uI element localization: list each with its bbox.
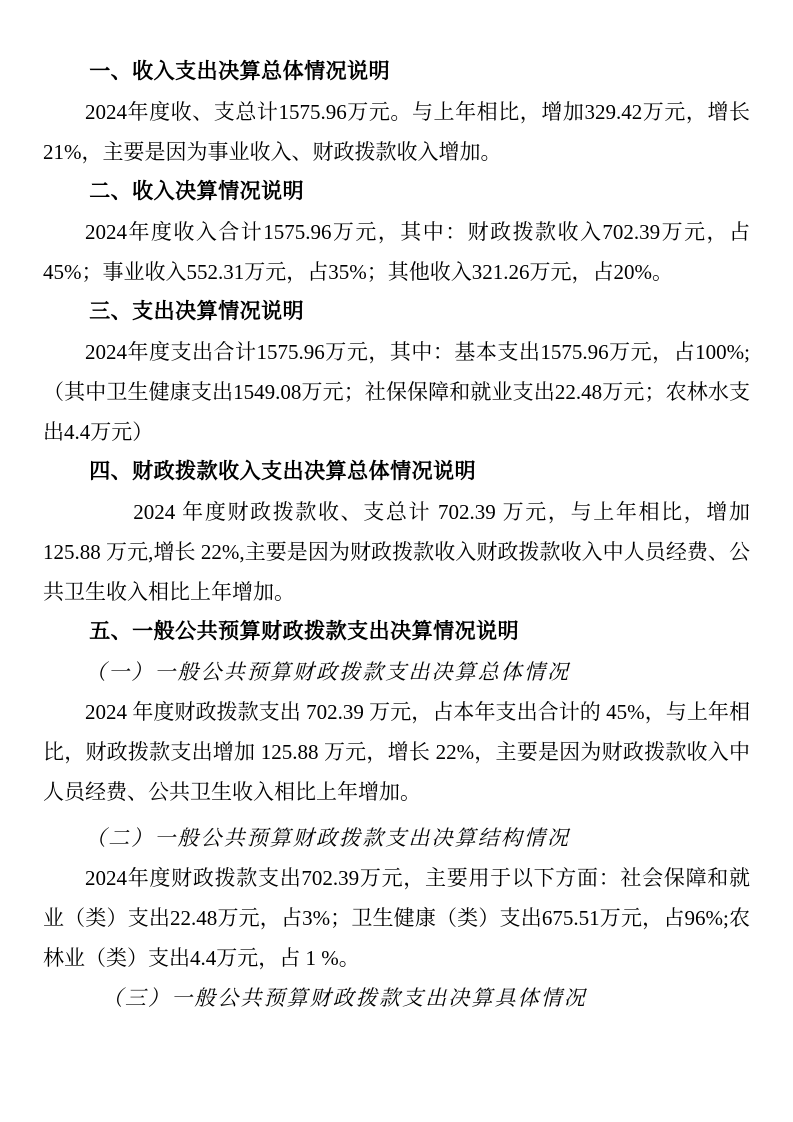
section-heading-fiscal-appropriation-overall: 四、财政拨款收入支出决算总体情况说明: [89, 460, 477, 483]
paragraph-budget-overall: 2024 年度财政拨款支出 702.39 万元，占本年支出合计的 45%，与上年相比，财政拨款支出增加 125.88 万元，增长 22%，主要是因为财政拨款收入中人员经费、公共卫生收入相比上年增加。: [43, 700, 750, 804]
section-heading-expense: 三、支出决算情况说明: [89, 300, 305, 323]
subsection-heading-budget-structure: （二）一般公共预算财政拨款支出决算结构情况: [85, 826, 571, 850]
paragraph-income-detail: 2024年度收入合计1575.96万元，其中：财政拨款收入702.39万元，占45%；事业收入552.31万元，占35%；其他收入321.26万元，占20%。: [43, 220, 750, 284]
paragraph-fiscal-appropriation-overall: 2024 年度财政拨款收、支总计 702.39 万元，与上年相比，增加 125.88 万元,增长 22%,主要是因为财政拨款收入财政拨款收入中人员经费、公共卫生收入相比上年增加。: [43, 500, 750, 604]
paragraph-budget-structure: 2024年度财政拨款支出702.39万元，主要用于以下方面：社会保障和就业（类）支出22.48万元，占3%；卫生健康（类）支出675.51万元，占96%;农林业（类）支出4.4万元，占 1 %。: [43, 866, 750, 970]
paragraph-expense-detail: 2024年度支出合计1575.96万元，其中：基本支出1575.96万元，占100%;（其中卫生健康支出1549.08万元；社保保障和就业支出22.48万元；农林水支出4.4万元）: [43, 340, 750, 444]
section-heading-public-budget-expense: 五、一般公共预算财政拨款支出决算情况说明: [89, 620, 520, 643]
subsection-heading-budget-overall: （一）一般公共预算财政拨款支出决算总体情况: [85, 660, 571, 684]
section-heading-income: 二、收入决算情况说明: [89, 180, 305, 203]
paragraph-income-expense-overall: 2024年度收、支总计1575.96万元。与上年相比，增加329.42万元，增长21%，主要是因为事业收入、财政拨款收入增加。: [43, 100, 750, 164]
section-heading-income-expense-overall: 一、收入支出决算总体情况说明: [89, 60, 391, 83]
subsection-heading-budget-detail: （三）一般公共预算财政拨款支出决算具体情况: [101, 986, 587, 1010]
